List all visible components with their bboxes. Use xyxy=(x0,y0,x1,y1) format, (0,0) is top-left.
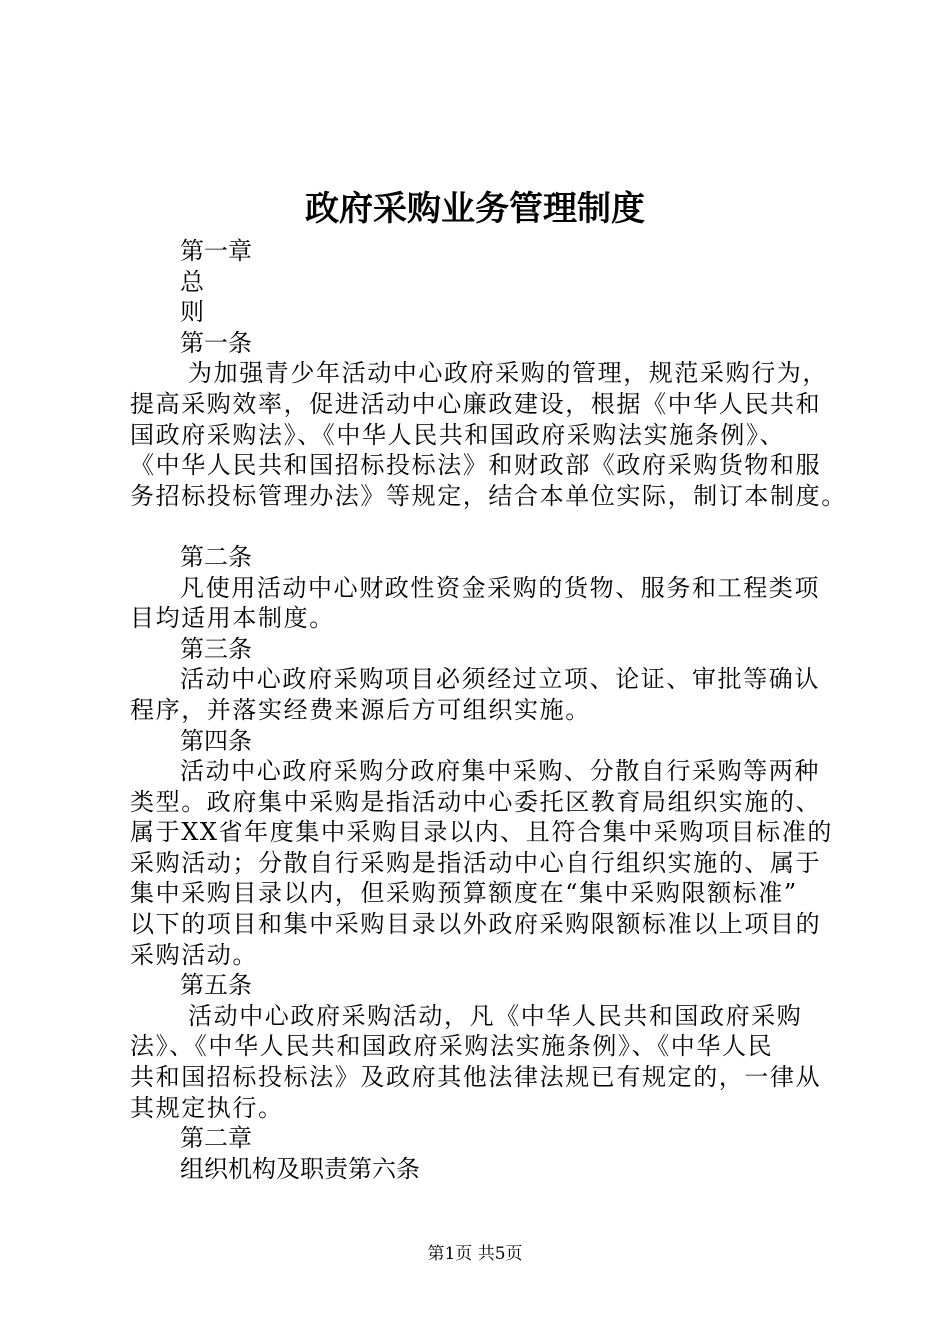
chapter1-heading-part1: 总 xyxy=(180,267,204,296)
article1-line: 为加强青少年活动中心政府采购的管理，规范采购行为， xyxy=(188,359,828,388)
page-footer: 第1页 共5页 xyxy=(427,1244,523,1264)
chapter2-label: 第二章 xyxy=(180,1124,252,1153)
article4-line: 活动中心政府采购分政府集中采购、分散自行采购等两种 xyxy=(180,757,820,786)
paragraph-gap xyxy=(130,511,835,542)
document-title: 政府采购业务管理制度 xyxy=(305,189,645,229)
article4-label: 第四条 xyxy=(180,726,252,755)
article2-label: 第二条 xyxy=(180,542,252,571)
article5-line: 共和国招标投标法》及政府其他法律法规已有规定的，一律从 xyxy=(130,1063,822,1092)
article1-line: 提高采购效率，促进活动中心廉政建设，根据《中华人民共和 xyxy=(130,389,822,418)
chapter2-heading: 组织机构及职责第六条 xyxy=(180,1154,420,1183)
article4-line: 采购活动；分散自行采购是指活动中心自行组织实施的、属于 xyxy=(130,848,822,877)
article5-line: 法》、《中华人民共和国政府采购法实施条例》、《中华人民 xyxy=(130,1032,774,1061)
chapter1-label: 第一章 xyxy=(180,237,252,265)
article1-line: 务招标投标管理办法》等规定，结合本单位实际，制订本制度。 xyxy=(130,481,847,510)
article1-line: 《中华人民共和国招标投标法》和财政部《政府采购货物和服 xyxy=(130,451,822,480)
article5-line: 活动中心政府采购活动，凡《中华人民共和国政府采购 xyxy=(188,1001,803,1030)
article2-line: 目均适用本制度。 xyxy=(130,604,335,633)
article5-line: 其规定执行。 xyxy=(130,1093,284,1122)
document-body xyxy=(130,236,847,1184)
article3-label: 第三条 xyxy=(180,634,252,663)
article4-line: 以下的项目和集中采购目录以外政府采购限额标准以上项目的 xyxy=(130,910,822,939)
article1-label: 第一条 xyxy=(180,328,252,357)
chapter1-heading-part2: 则 xyxy=(180,298,204,327)
article4-line: 类型。政府集中采购是指活动中心委托区教育局组织实施的、 xyxy=(130,787,822,816)
article4-line: 属于XX省年度集中采购目录以内、且符合集中采购项目标准的 xyxy=(130,818,833,847)
article3-line: 程序，并落实经费来源后方可组织实施。 xyxy=(130,695,591,724)
article2-line: 凡使用活动中心财政性资金采购的货物、服务和工程类项 xyxy=(180,573,820,602)
article5-label: 第五条 xyxy=(180,971,252,1000)
article3-line: 活动中心政府采购项目必须经过立项、论证、审批等确认 xyxy=(180,665,820,694)
article4-line: 集中采购目录以内，但采购预算额度在“集中采购限额标准” xyxy=(130,879,798,908)
article1-line: 国政府采购法》、《中华人民共和国政府采购法实施条例》、 xyxy=(130,420,786,449)
article4-line: 采购活动。 xyxy=(130,940,258,969)
